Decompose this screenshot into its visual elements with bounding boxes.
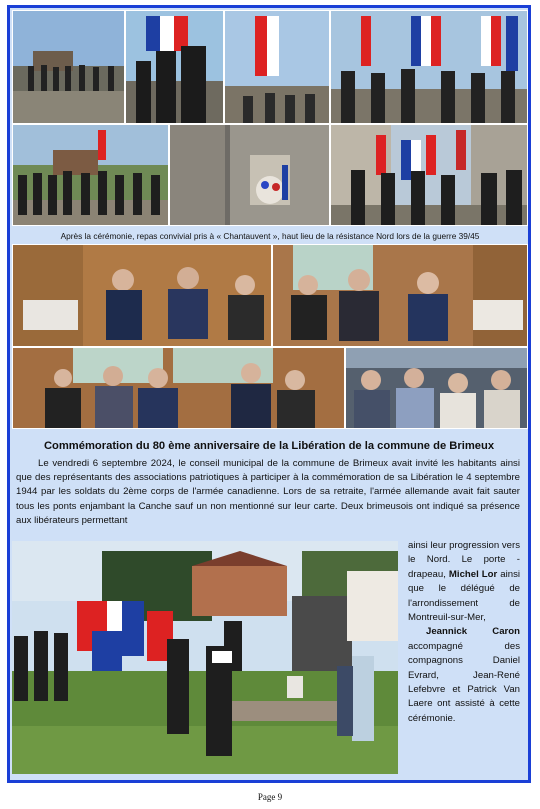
right-column-text-2: ainsi que le délégué de l'arrondissement de Montreuil-sur-Mer, [408,568,520,624]
article-paragraph [16,457,520,528]
photo-monument-wreath [169,124,330,226]
photo-meal-2 [272,244,528,347]
photo-flag-bearers-1 [125,10,224,124]
photo-flag-bearers-3 [330,10,528,124]
article-paragraph-text: Le vendredi 6 septembre 2024, le conseil municipal de la commune de Brimeux avait invité les habitants ainsi que des représentants des associations patriotiques à participer à la commémoration de sa Libération le 4 septembre 1944 par les soldats du 2ème corps de l'armée canadienne. Lors de sa retraite, l'armée allemande avait fait sauter tous les ponts enjambant la Canche sauf un non mentionné sur leur carte. Deux brimeusois ont indiqué sa présence aux libérateurs permettant [16,458,520,526]
photo-meal-3 [12,347,345,429]
article-right-column [408,539,520,726]
photo-flag-bearers-2 [224,10,330,124]
photo-procession [12,124,169,226]
right-column-text-1: ainsi leur progression vers le Nord. Le porte -drapeau, [408,540,520,580]
right-column-text-3: accompagné des compagnons Daniel Evrard, Jean-René Lefebvre et Patrick Van Laere ont assisté à cette cérémonie. [408,640,520,724]
photo-meal-1 [12,244,272,347]
right-column-paragraph-1 [408,539,520,625]
flag-bearer-name: Michel Lor [448,568,498,580]
right-column-paragraph-2 [408,625,520,726]
photo-caption: Après la cérémonie, repas convivial pris à « Chantauvent », haut lieu de la résistance Nord lors de la guerre 39/45 [60,231,480,241]
page-number: Page 9 [257,792,283,802]
photo-monument-ceremony [12,541,398,774]
delegate-name: Jeannick Caron [426,626,520,638]
photo-ceremony-street [12,10,125,124]
photo-meal-4 [345,347,528,429]
photo-memorial-flags [330,124,528,226]
article-title: Commémoration du 80 ème anniversaire de la Libération de la commune de Brimeux [43,440,495,452]
